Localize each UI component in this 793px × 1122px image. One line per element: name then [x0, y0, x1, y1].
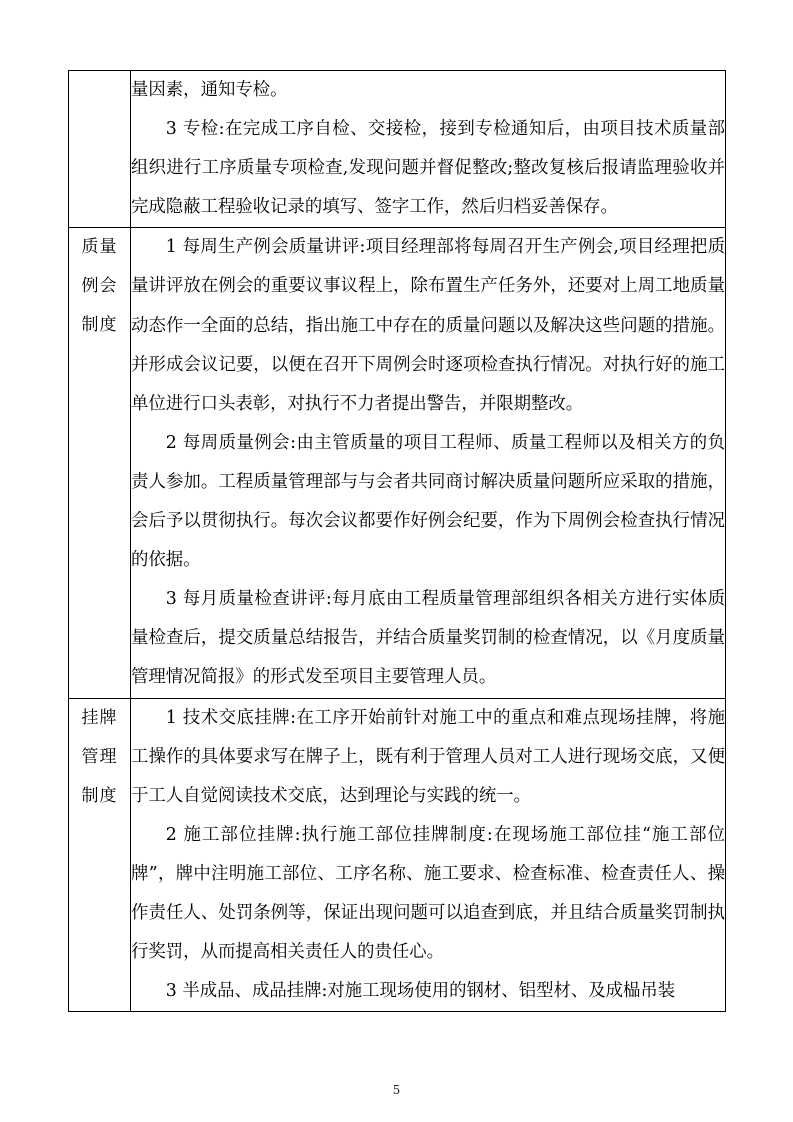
quality-management-table [68, 70, 726, 1012]
row-label-line: 质量 [81, 237, 118, 258]
row-label-line: 制度 [81, 315, 118, 336]
paragraph: 1 每周生产例会质量讲评:项目经理部将每周召开生产例会,项目经理把质量讲评放在例会的重要议事议程上，除布置生产任务外，还要对上周工地质量动态作一全面的总结，指出施工中存在的质量问题以及解决这些问题的措施。并形成会议记要，以便在召开下周例会时逐项检查执行情况。对执行好的施工单位进行口头表彰，对执行不力者提出警告，并限期整改。 [131, 237, 725, 414]
table-row [69, 698, 726, 1012]
row-label-line: 挂牌 [81, 707, 118, 728]
row-label-line: 制度 [81, 785, 118, 806]
paragraph: 量因素，通知专检。 [131, 80, 288, 100]
row-label-line: 管理 [81, 746, 118, 767]
row-body-cell-quality-meeting [131, 228, 726, 698]
table-row [69, 228, 726, 698]
row-label-cell-signboard-management [69, 698, 131, 1012]
paragraph: 3 专检:在完成工序自检、交接检，接到专检通知后，由项目技术质量部组织进行工序质量专项检查,发现问题并督促整改;整改复核后报请监理验收并完成隐蔽工程验收记录的填写、签字工作，然后归档妥善保存。 [131, 119, 725, 218]
paragraph: 1 技术交底挂牌:在工序开始前针对施工中的重点和难点现场挂牌，将施工操作的具体要求写在牌子上，既有利于管理人员对工人进行现场交底，又便于工人自觉阅读技术交底，达到理论与实践的统一。 [131, 707, 725, 806]
paragraph: 2 施工部位挂牌:执行施工部位挂牌制度:在现场施工部位挂“施工部位牌”，牌中注明施工部位、工序名称、施工要求、检查标准、检查责任人、操作责任人、处罚条例等，保证出现问题可以追查到底，并且结合质量奖罚制执行奖罚，从而提高相关责任人的贵任心。 [131, 824, 725, 963]
row-label-cell-continued [69, 71, 131, 228]
paragraph: 3 每月质量检查讲评:每月底由工程质量管理部组织各相关方进行实体质量检查后，提交质量总结报告，并结合质量奖罚制的检查情况，以《月度质量管理情况简报》的形式发至项目主要管理人员。 [131, 589, 725, 688]
table-row [69, 71, 726, 228]
paragraph: 3 半成品、成品挂牌:对施工现场使用的钢材、铝型材、及成榀吊装 [165, 981, 676, 1002]
row-body-cell-continued [131, 71, 726, 228]
row-label-cell-quality-meeting [69, 228, 131, 698]
table-body [69, 71, 726, 1012]
page-number: 5 [392, 1083, 401, 1097]
row-label-line: 例会 [81, 276, 118, 297]
row-body-cell-signboard-management [131, 698, 726, 1012]
paragraph: 2 每周质量例会:由主管质量的项目工程师、质量工程师以及相关方的负责人参加。工程质量管理部与与会者共同商讨解决质量问题所应采取的措施，会后予以贯彻执行。每次会议都要作好例会纪要，作为下周例会检查执行情况的依据。 [131, 432, 725, 571]
